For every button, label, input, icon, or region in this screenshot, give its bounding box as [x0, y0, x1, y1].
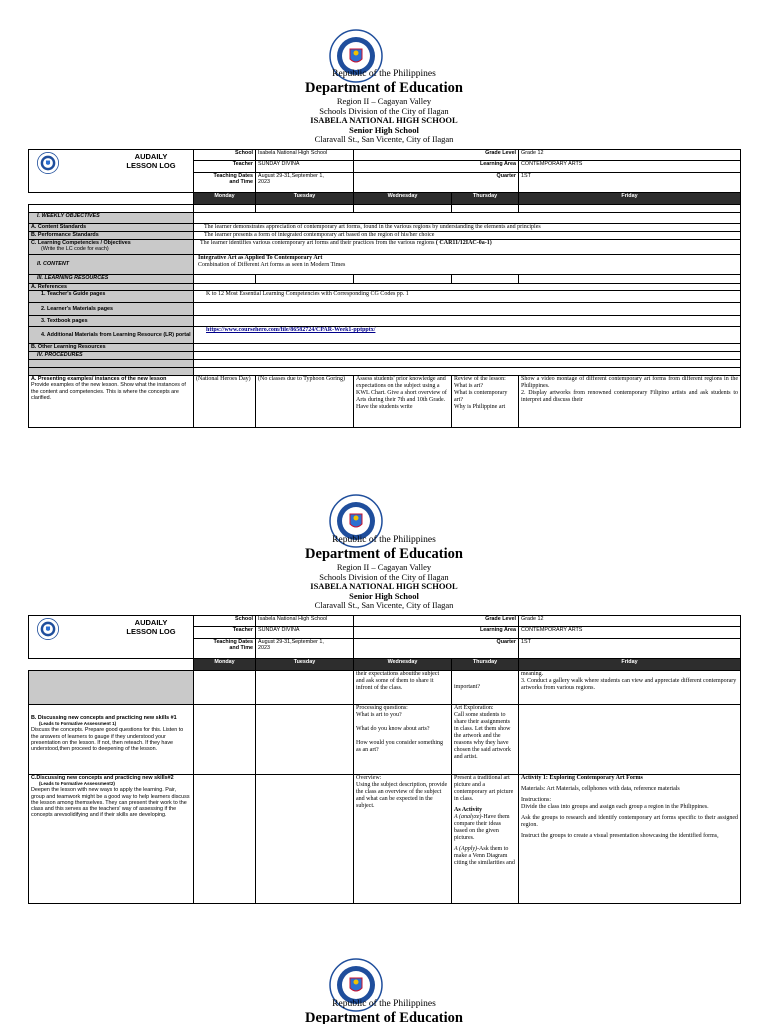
senior-high-text: Senior High School	[349, 124, 419, 135]
references-label: A. References	[29, 284, 194, 291]
content-cell: Integrative Art as Applied To Contemporary Art Combination of Different Art forms as seen in Modern Times	[194, 255, 741, 275]
lr-portal-link[interactable]: https://www.coursehero.com/file/86582724/CPAR-Week1-pptpptx/	[206, 327, 376, 334]
area-value: CONTEMPORARY ARTS	[519, 161, 741, 172]
division-text: Schools Division of the City of Ilagan	[319, 571, 449, 582]
day-thursday: Thursday	[452, 193, 519, 205]
lesson-log-table-1	[28, 149, 741, 428]
dates-label: Teaching Dates and Time	[194, 172, 256, 192]
department-title: Department of Education	[305, 1010, 463, 1024]
log-title-line1: AUDAILY	[134, 618, 168, 627]
procedures-heading: IV. PROCEDURES	[29, 352, 194, 360]
republic-text: Republic of the Philippines	[332, 535, 436, 545]
header-block-3	[0, 998, 768, 1024]
teacher-value: SUNDAY DIVINA	[256, 627, 354, 638]
small-seal-icon	[37, 618, 59, 640]
area-value: CONTEMPORARY ARTS	[519, 627, 741, 638]
day-friday: Friday	[519, 659, 741, 671]
school-name: ISABELA NATIONAL HIGH SCHOOL	[310, 581, 458, 591]
address-text: Claravall St., San Vicente, City of Ilagan	[314, 600, 454, 610]
c-friday-cell: Activity 1: Exploring Contemporary Art Forms Materials: Art Materials, cellphones with data, reference materials Instructions: Divide the class into groups and assign each group a region in the Philippines. Ask the groups to research and identify contemporary art forms specific to their assigned region. Instruct the groups to create a visual presentation showcasing the identified forms,	[519, 775, 741, 904]
grade-label: Grade Level	[354, 150, 519, 161]
teacher-label: Teacher	[194, 627, 256, 638]
school-name: ISABELA NATIONAL HIGH SCHOOL	[310, 115, 458, 125]
thursday-cell: Review of the lesson: What is art? What is contemporary art? Why is Philippine art	[452, 376, 519, 428]
thursday-cont-cell: important?	[452, 671, 519, 705]
presenting-cell: A. Presenting examples/ instances of the new lesson Provide examples of the new lesson. Show what the instances of the content and competencies. This is where the concepts are clarified.	[29, 376, 194, 428]
friday-cont-cell: meaning. 3. Conduct a gallery walk where students can view and appreciate different contemporary artworks from various regions.	[519, 671, 741, 705]
day-monday: Monday	[194, 659, 256, 671]
discussing-2-cell: C.Discussing new concepts and practicing new skills#2 (Leads to Formative Assessment2) Deepen the lesson with new ways to apply the learning. Pair, group and teamwork might be a good way to help learners discuss the lesson among themselves. They can present their work to the class and this serves as the teachers' way of assessing if the concepts arevsolidifying and if their skills are developing.	[29, 775, 194, 904]
day-friday: Friday	[519, 193, 741, 205]
day-monday: Monday	[194, 193, 256, 205]
department-title: Department of Education	[305, 546, 463, 562]
teachers-guide-label: 1. Teacher's Guide pages	[29, 291, 194, 303]
monday-cell: (National Heroes Day)	[194, 376, 256, 428]
school-value: Isabela National High School	[256, 150, 354, 161]
day-wednesday: Wednesday	[354, 193, 452, 205]
textbook-label: 3. Textbook pages	[29, 316, 194, 327]
quarter-value: 1ST	[519, 638, 741, 658]
lesson-log-table-2	[28, 615, 741, 904]
grade-value: Grade 12	[519, 150, 741, 161]
senior-high-text: Senior High School	[349, 590, 419, 601]
dates-value: August 29-31,September 1, 2023	[256, 638, 354, 658]
republic-text: Republic of the Philippines	[332, 999, 436, 1009]
weekly-objectives-heading: I. WEEKLY OBJECTIVES	[29, 213, 194, 224]
small-seal-icon	[37, 152, 59, 174]
day-tuesday: Tuesday	[256, 659, 354, 671]
resources-heading: III. LEARNING RESOURCES	[29, 275, 194, 284]
lr-portal-cell	[194, 327, 741, 344]
competencies-text: The learner identifies various contemporary art forms and their practices from the various regions ( CAR11/12IAC-0a-1)	[194, 240, 741, 255]
region-text: Region II – Cagayan Valley	[336, 96, 432, 106]
header-block-2	[0, 534, 768, 611]
log-title-line2: LESSON LOG	[126, 161, 176, 170]
republic-text: Republic of the Philippines	[332, 69, 436, 79]
region-text: Region II – Cagayan Valley	[336, 562, 432, 572]
grade-value: Grade 12	[519, 616, 741, 627]
teacher-label: Teacher	[194, 161, 256, 172]
dates-value: August 29-31,September 1, 2023	[256, 172, 354, 192]
quarter-label: Quarter	[354, 638, 519, 658]
division-text: Schools Division of the City of Ilagan	[319, 105, 449, 116]
tuesday-cell: (No classes due to Typhoon Goring)	[256, 376, 354, 428]
b-wednesday-cell: Processing questions: What is art to you? What do you know about arts? How would you consider something as an art?	[354, 705, 452, 775]
day-wednesday: Wednesday	[354, 659, 452, 671]
lr-portal-label: 4. Additional Materials from Learning Resource (LR) portal	[29, 327, 194, 344]
competencies-label: C. Learning Competencies / Objectives (Write the LC code for each)	[29, 240, 194, 255]
log-title-line2: LESSON LOG	[126, 627, 176, 636]
content-standards-label: A. Content Standards	[29, 224, 194, 232]
area-label: Learning Area	[354, 627, 519, 638]
performance-standards-label: B. Performance Standards	[29, 232, 194, 240]
c-wednesday-cell: Overview: Using the subject description, provide the class an overview of the subject and what can be expected in the subject.	[354, 775, 452, 904]
department-title: Department of Education	[305, 80, 463, 96]
address-text: Claravall St., San Vicente, City of Ilagan	[314, 134, 454, 144]
area-label: Learning Area	[354, 161, 519, 172]
wednesday-cont-cell: their expectations aboutthe subject and ask some of them to share it infront of the class.	[354, 671, 452, 705]
dates-label: Teaching Dates and Time	[194, 638, 256, 658]
learners-materials-label: 2. Learner's Materials pages	[29, 303, 194, 316]
teacher-value: SUNDAY DIVINA	[256, 161, 354, 172]
c-thursday-cell: Present a traditional art picture and a contemporary art picture in class. As Activity A (analyze)-Have them compare their ideas based on the given pictures. A (Apply)-Ask them to make a Venn Diagram citing the similarities and	[452, 775, 519, 904]
day-tuesday: Tuesday	[256, 193, 354, 205]
log-seal-cell	[29, 616, 194, 659]
school-label: School	[194, 150, 256, 161]
performance-standards-text: The learner presents a form of integrated contemporary art based on the region of his/her choice	[194, 232, 741, 240]
header-block-1	[0, 68, 768, 145]
other-resources-label: B. Other Learning Resources	[29, 344, 194, 352]
day-thursday: Thursday	[452, 659, 519, 671]
grade-label: Grade Level	[354, 616, 519, 627]
b-thursday-cell: Art Exploration: Call some students to share their assignments in class. Let them show the artwork and the reasons why they have chosen the said artwork and artist.	[452, 705, 519, 775]
school-label: School	[194, 616, 256, 627]
teachers-guide-value: K to 12 Most Essential Learning Competencies with Corresponding CG Codes pp. 1	[194, 291, 741, 303]
quarter-value: 1ST	[519, 172, 741, 192]
school-value: Isabela National High School	[256, 616, 354, 627]
discussing-1-cell: B. Discussing new concepts and practicing new skills #1 (Leads to Formative Assessment 1) Discuss the concepts. Prepare good questions for this. Listen to the answers of learners to gauge if they understood your presentation on the lesson. If not, then reteach. If they have understood,then proceed to deepening of the lesson.	[29, 705, 194, 775]
quarter-label: Quarter	[354, 172, 519, 192]
content-standards-text: The learner demonstrates appreciation of contemporary art forms, found in the various regions by understanding the elements and principles	[194, 224, 741, 232]
log-title-line1: AUDAILY	[134, 152, 168, 161]
friday-cell: Show a video montage of different contemporary art forms from different regions in the Philippines. 2. Display artworks from renowned contemporary Filipino artists and ask students to interpret and discuss their	[519, 376, 741, 428]
log-seal-cell	[29, 150, 194, 193]
wednesday-cell: Assess students' prior knowledge and expectations on the subject using a KWL Chart. Give a short overview of Arts during their 7th and 10th Grade. Have the students write	[354, 376, 452, 428]
content-heading: II. CONTENT	[29, 255, 194, 275]
